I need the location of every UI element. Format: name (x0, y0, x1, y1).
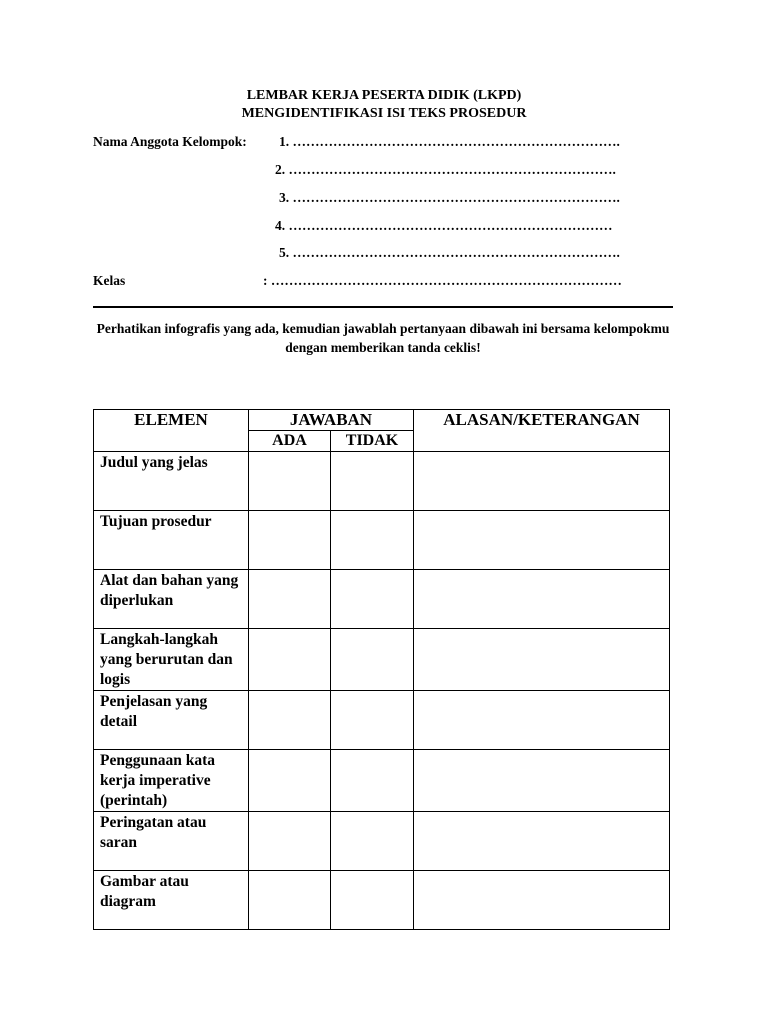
element-label: Penggunaan kata kerja imperative (perintah) (100, 752, 215, 809)
no-checkbox-cell[interactable] (331, 871, 414, 930)
element-cell (94, 691, 249, 750)
reason-cell[interactable] (414, 691, 670, 750)
yes-checkbox-cell[interactable] (249, 570, 331, 629)
yes-checkbox-cell[interactable] (249, 691, 331, 750)
element-cell (94, 750, 249, 812)
reason-cell[interactable] (414, 452, 670, 511)
instruction-text: Perhatikan infografis yang ada, kemudian jawablah pertanyaan dibawah ini bersama kelompokmu dengan memberikan tanda ceklis! (96, 321, 670, 355)
no-checkbox-cell[interactable] (331, 691, 414, 750)
no-checkbox-cell[interactable] (331, 750, 414, 812)
title-line-2: MENGIDENTIFIKASI ISI TEKS PROSEDUR (241, 106, 527, 121)
element-cell (94, 570, 249, 629)
element-cell (94, 629, 249, 691)
class-label: Kelas (93, 273, 126, 288)
title-line-1: LEMBAR KERJA PESERTA DIDIK (LKPD) (246, 88, 522, 103)
member-line-1: 1. ………………………………………………………………. (279, 134, 620, 149)
class-line: : …………………………………………………………………… (263, 273, 622, 288)
header-reason: ALASAN/KETERANGAN (414, 410, 670, 452)
header-yes: ADA (249, 431, 331, 452)
reason-cell[interactable] (414, 750, 670, 812)
header-element: ELEMEN (94, 410, 249, 452)
table-row (94, 452, 670, 511)
member-line-3: 3. ………………………………………………………………. (279, 190, 620, 205)
header-answer: JAWABAN (249, 410, 414, 431)
table-row (94, 750, 670, 812)
worksheet-title (0, 87, 768, 123)
reason-cell[interactable] (414, 871, 670, 930)
table-row (94, 511, 670, 570)
reason-cell[interactable] (414, 511, 670, 570)
yes-checkbox-cell[interactable] (249, 750, 331, 812)
element-label: Peringatan atau saran (100, 814, 207, 851)
element-label: Judul yang jelas (100, 454, 208, 471)
element-label: Langkah-langkah yang berurutan dan logis (100, 631, 233, 688)
reason-cell[interactable] (414, 812, 670, 871)
no-checkbox-cell[interactable] (331, 570, 414, 629)
header-no: TIDAK (331, 431, 414, 452)
member-line-4: 4. ……………………………………………………………… (275, 218, 613, 233)
yes-checkbox-cell[interactable] (249, 812, 331, 871)
yes-checkbox-cell[interactable] (249, 452, 331, 511)
table-row (94, 570, 670, 629)
table-row (94, 691, 670, 750)
checklist-table (93, 409, 670, 930)
member-line-5: 5. ………………………………………………………………. (279, 245, 620, 260)
table-row (94, 871, 670, 930)
element-label: Gambar atau diagram (100, 873, 189, 910)
no-checkbox-cell[interactable] (331, 452, 414, 511)
reason-cell[interactable] (414, 570, 670, 629)
member-line-2: 2. ………………………………………………………………. (275, 162, 616, 177)
element-label: Penjelasan yang detail (100, 693, 208, 730)
table-row (94, 812, 670, 871)
element-cell (94, 511, 249, 570)
yes-checkbox-cell[interactable] (249, 871, 331, 930)
no-checkbox-cell[interactable] (331, 511, 414, 570)
divider (93, 306, 673, 308)
no-checkbox-cell[interactable] (331, 812, 414, 871)
element-label: Tujuan prosedur (100, 513, 212, 530)
element-cell (94, 871, 249, 930)
yes-checkbox-cell[interactable] (249, 629, 331, 691)
yes-checkbox-cell[interactable] (249, 511, 331, 570)
reason-cell[interactable] (414, 629, 670, 691)
members-label: Nama Anggota Kelompok: (93, 134, 247, 149)
element-cell (94, 452, 249, 511)
no-checkbox-cell[interactable] (331, 629, 414, 691)
element-cell (94, 812, 249, 871)
table-row (94, 629, 670, 691)
element-label: Alat dan bahan yang diperlukan (100, 572, 239, 609)
